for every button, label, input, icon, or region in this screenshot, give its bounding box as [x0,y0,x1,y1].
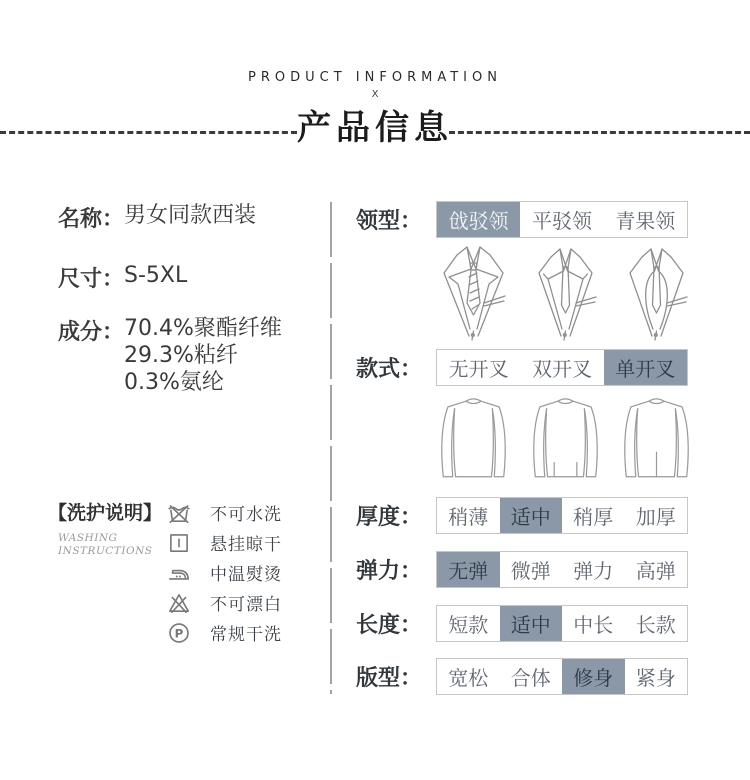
spec-label: 成分： [58,320,125,345]
option-chip: 无开叉 [448,357,509,381]
spec-value: 29.3%粘纤 [124,343,238,368]
spec-value: S-5XL [124,263,188,288]
washing-item [166,560,282,585]
option-group [436,201,688,238]
option-chip: 短款 [448,613,489,637]
attr-row-elasticity [356,551,688,588]
washing-item-label: 悬挂晾干 [210,535,282,555]
option-chip: 弹力 [573,559,614,583]
attr-row-collar-type [356,201,688,238]
option-chip: 加厚 [635,505,676,529]
washing-instructions-header [48,498,166,558]
spec-row-composition [58,315,282,396]
spec-label: 名称： [58,207,125,232]
option-chip: 长款 [635,613,676,637]
option-group [436,497,688,534]
option-chip: 单开叉 [604,350,687,385]
attr-row-length [356,605,688,642]
washing-item [166,500,282,525]
option-chip: 紧身 [635,666,676,690]
option-chip: 适中 [500,606,563,641]
washing-item [166,530,282,555]
attr-label: 版型： [356,666,423,691]
page-title: 产品信息 [297,108,453,148]
washing-subtitle-line: WASHING [58,532,118,544]
option-chip: 修身 [562,659,625,694]
svg-text:P: P [174,625,184,640]
dry-clean-icon [166,620,192,646]
option-group [436,658,688,695]
spec-value: 男女同款西装 [124,203,257,228]
washing-item-label: 不可漂白 [210,595,282,615]
option-chip: 双开叉 [531,357,592,381]
shawl-collar-illustration [614,243,699,343]
spec-label: 尺寸： [58,267,125,292]
option-chip: 无弹 [437,552,500,587]
hang-dry-icon [166,530,192,556]
dashed-divider-left [0,131,297,134]
iron-medium-icon [166,560,192,586]
washing-item [166,620,282,645]
spec-value: 0.3%氨纶 [124,370,224,395]
x-divider-mark: X [371,89,379,100]
english-subtitle: PRODUCT INFORMATION [248,70,502,85]
option-chip: 平驳领 [531,209,592,233]
option-chip: 微弹 [510,559,551,583]
washing-item [166,590,282,615]
option-chip: 合体 [510,666,551,690]
peak-lapel-illustration [431,243,516,343]
attr-row-vent-style [356,349,688,386]
single-vent-illustration [614,391,699,486]
collar-illustrations [431,243,699,343]
spec-row-name [58,202,256,233]
double-vent-illustration [523,391,608,486]
option-group [436,605,688,642]
attr-label: 厚度： [356,505,423,530]
notch-lapel-illustration [523,243,608,343]
attr-label: 长度： [356,613,423,638]
option-chip: 宽松 [448,666,489,690]
option-chip: 中长 [573,613,614,637]
washing-item-label: 不可水洗 [210,505,282,525]
washing-item-label: 中温熨烫 [210,565,282,585]
no-wash-icon [166,500,192,526]
washing-title: 【洗护说明】 [48,502,163,524]
attr-label: 款式： [356,357,423,382]
option-group [436,551,688,588]
attr-label: 弹力： [356,559,423,584]
option-group [436,349,688,386]
attr-row-thickness [356,497,688,534]
dashed-divider-right [449,131,750,134]
spec-value: 70.4%聚酯纤维 [124,316,282,341]
option-chip: 适中 [500,498,563,533]
option-chip: 高弹 [635,559,676,583]
spec-row-size [58,262,187,293]
attr-label: 领型： [356,209,423,234]
attr-row-fit [356,658,688,695]
option-chip: 戗驳领 [437,202,520,237]
vertical-divider [329,202,333,694]
no-vent-illustration [431,391,516,486]
washing-list [166,500,282,650]
option-chip: 稍厚 [573,505,614,529]
washing-subtitle-line: INSTRUCTIONS [58,545,153,557]
vent-illustrations [431,391,699,486]
option-chip: 稍薄 [448,505,489,529]
no-bleach-icon [166,590,192,616]
washing-item-label: 常规干洗 [210,625,282,645]
option-chip: 青果领 [615,209,676,233]
